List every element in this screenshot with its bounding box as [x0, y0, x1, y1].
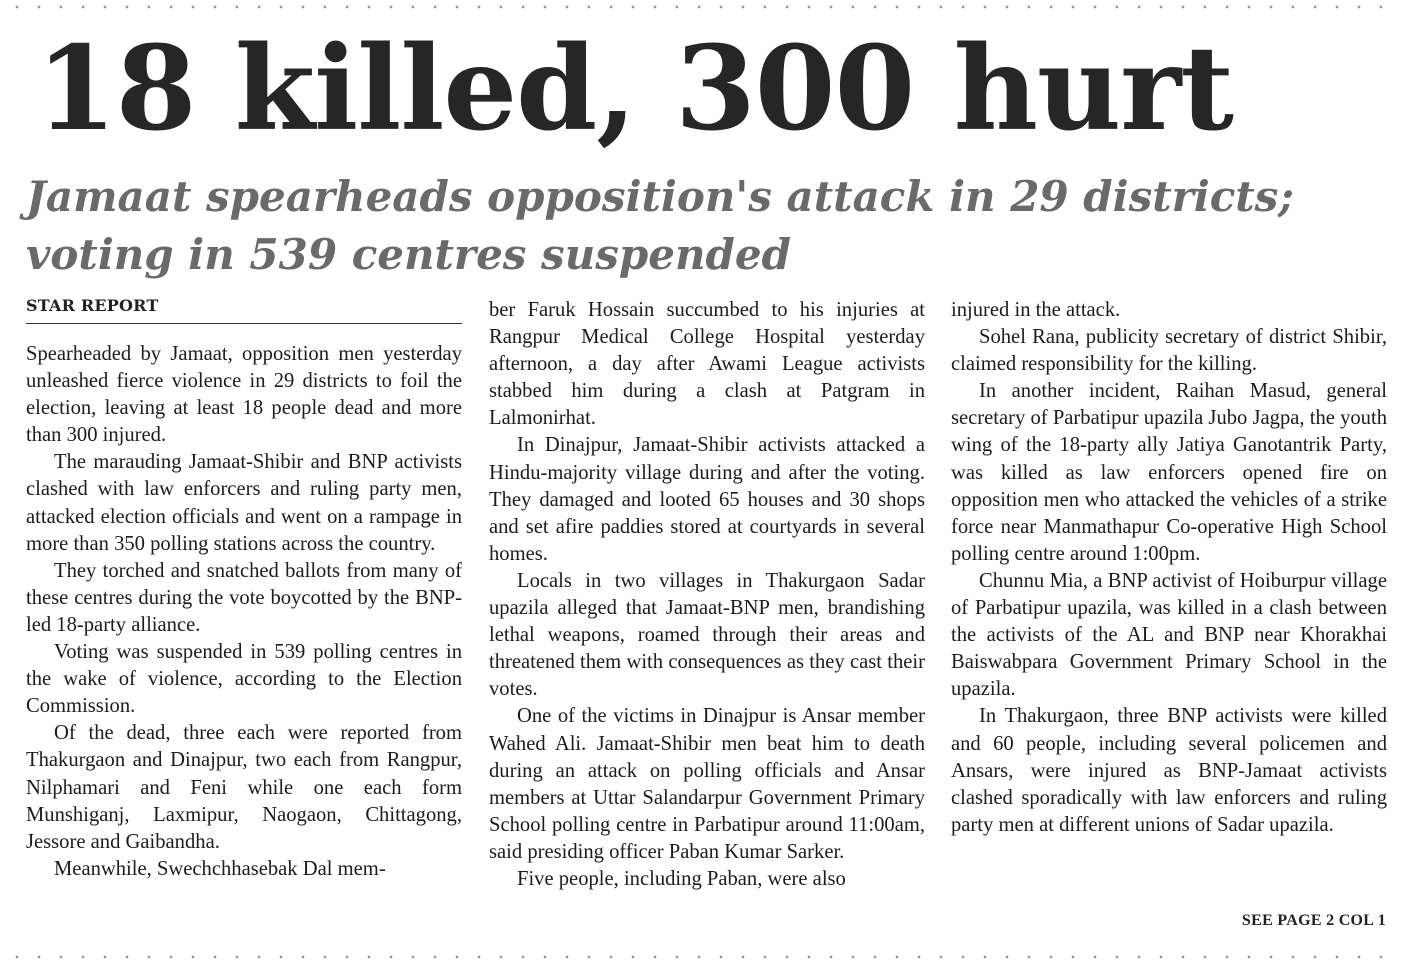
- bottom-dotted-rule: [6, 955, 1400, 959]
- paragraph: One of the victims in Dinajpur is Ansar member Wahed Ali. Jamaat-Shibir men beat him to death during an attack on polling officials and Ansar members at Uttar Salandarpur Government Primary School polling centre in Parbatipur around 11:00am, said presiding officer Paban Kumar Sarker.: [489, 705, 925, 863]
- article-column-3: [951, 297, 1387, 839]
- byline: STAR REPORT: [26, 296, 462, 324]
- paragraph: ber Faruk Hossain succumbed to his injuries at Rangpur Medical College Hospital yesterday afternoon, a day after Awami League activists stabbed him during a clash at Patgram in Lalmonirhat.: [489, 299, 925, 430]
- subheadline-line-2: voting in 539 centres suspended: [26, 230, 791, 279]
- headline: 18 killed, 300 hurt: [36, 21, 1233, 157]
- paragraph: injured in the attack.: [951, 299, 1121, 321]
- paragraph: Meanwhile, Swechchhasebak Dal mem-: [54, 857, 386, 880]
- paragraph: Of the dead, three each were reported from Thakurgaon and Dinajpur, two each from Rangpur, Nilphamari and Feni while one each form Munshiganj, Laxmipur, Naogaon, Chittagong, Jessore and Gaibandha.: [26, 722, 462, 853]
- continuation-jump-link[interactable]: SEE PAGE 2 COL 1: [1241, 912, 1386, 929]
- subheadline: [26, 168, 1386, 284]
- paragraph: The marauding Jamaat-Shibir and BNP activists clashed with law enforcers and ruling party men, attacked election officials and went on a rampage in more than 350 polling stations across the country.: [26, 451, 462, 555]
- top-dotted-rule: [6, 5, 1400, 9]
- paragraph: Sohel Rana, publicity secretary of district Shibir, claimed responsibility for the killing.: [951, 326, 1387, 376]
- paragraph: Five people, including Paban, were also: [517, 867, 846, 890]
- paragraph: In another incident, Raihan Masud, general secretary of Parbatipur upazila Jubo Jagpa, the youth wing of the 18-party ally Jatiya Ganotantrik Party, was killed as law enforcers opened fire on opposition men who attacked the vehicles of a strike force near Manmathapur Co-operative High School polling centre around 1:00pm.: [951, 380, 1387, 565]
- article-column-2: [489, 297, 925, 893]
- paragraph: Locals in two villages in Thakurgaon Sadar upazila alleged that Jamaat-BNP men, brandishing lethal weapons, roamed through their areas and threatened them with consequences as they cast their votes.: [489, 569, 925, 701]
- paragraph: In Dinajpur, Jamaat-Shibir activists attacked a Hindu-majority village during and after the voting. They damaged and looted 65 houses and 30 shops and set afire paddies stored at courtyards in several homes.: [489, 434, 925, 565]
- paragraph: Voting was suspended in 539 polling centres in the wake of violence, according to the Election Commission.: [26, 641, 462, 718]
- paragraph: Spearheaded by Jamaat, opposition men yesterday unleashed fierce violence in 29 districts to foil the election, leaving at least 18 people dead and more than 300 injured.: [26, 343, 462, 447]
- paragraph: Chunnu Mia, a BNP activist of Hoiburpur village of Parbatipur upazila, was killed in a clash between the activists of the AL and BNP near Khorakhai Baiswabpara Government Primary School in the upazila.: [951, 569, 1387, 701]
- article-column-1: [26, 341, 462, 883]
- subheadline-line-1: Jamaat spearheads opposition's attack in 29 districts;: [26, 172, 1294, 221]
- paragraph: In Thakurgaon, three BNP activists were killed and 60 people, including several policemen and Ansars, were injured as BNP-Jamaat activists clashed sporadically with law enforcers and ruling party men at different unions of Sadar upazila.: [951, 705, 1387, 836]
- paragraph: They torched and snatched ballots from many of these centres during the vote boycotted by the BNP-led 18-party alliance.: [26, 559, 462, 636]
